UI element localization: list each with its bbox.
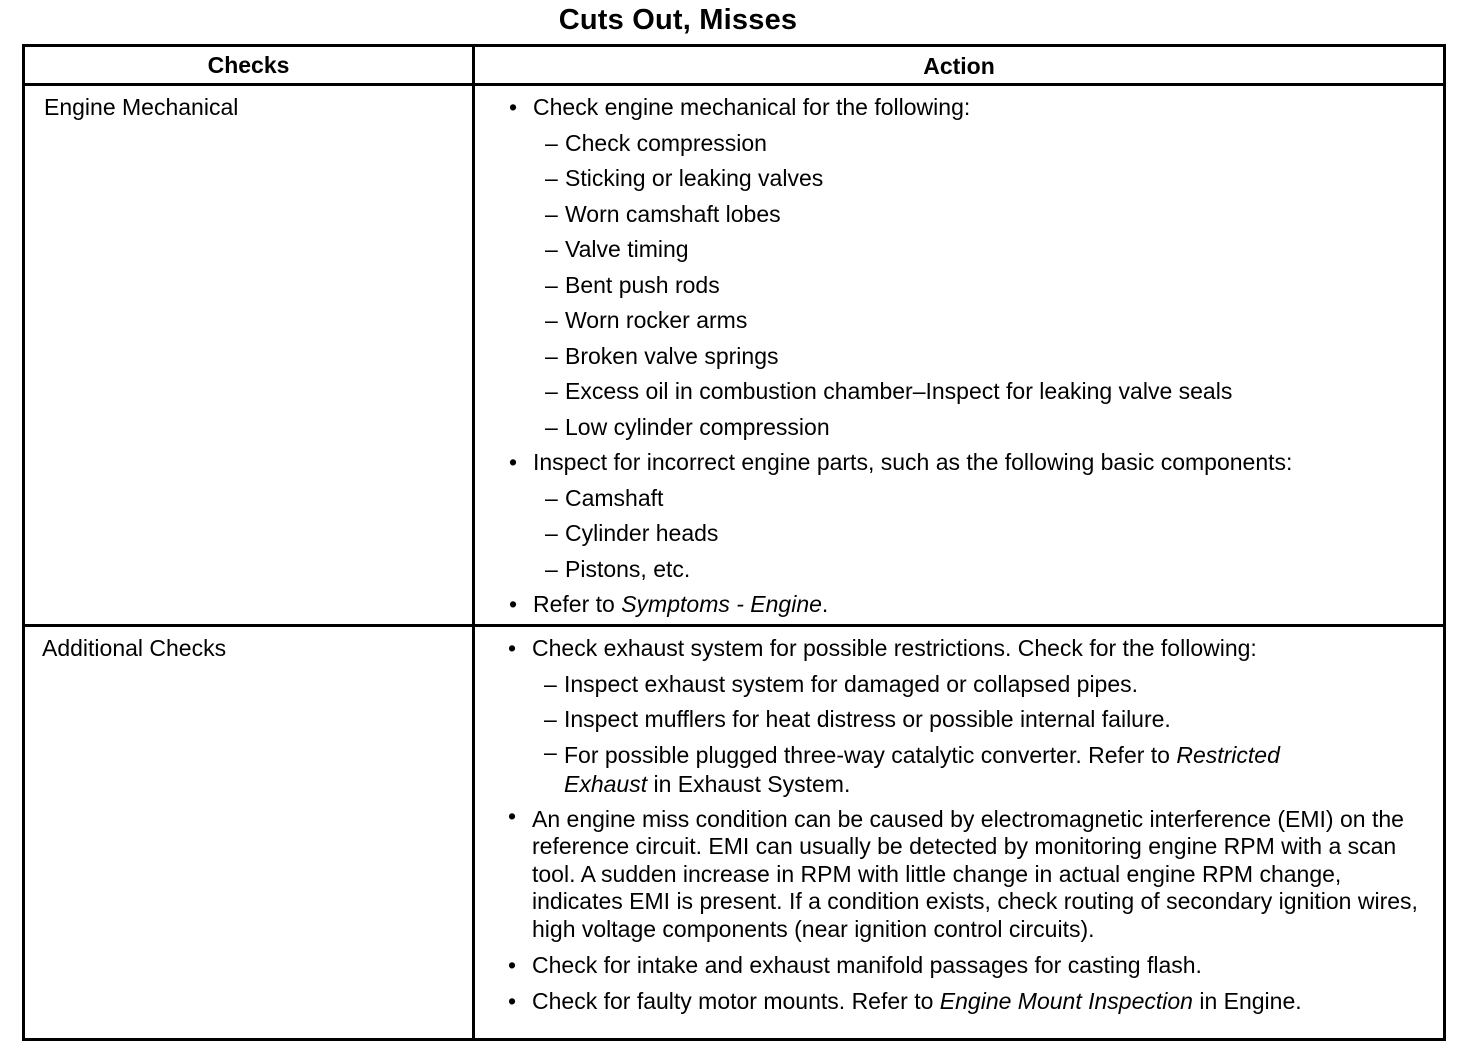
bullet-text: An engine miss condition can be caused by electromagnetic interference (EMI) on the reference circuit. EMI can usually be detected by monitoring engine RPM with a scan tool. A sudden increase in RPM with little change in actual engine RPM change, indicates EMI is present. If a condition exists, check routing of secondary ignition wires, high voltage components (near ignition control circuits).: [532, 805, 1418, 942]
dash-icon: –: [545, 307, 558, 333]
list-item: [509, 90, 1423, 126]
sub-item: [533, 410, 1423, 446]
action-engine-mechanical: [509, 90, 1423, 623]
check-label-engine-mechanical: Engine Mechanical: [44, 94, 239, 120]
bullet-text: Refer to: [533, 591, 622, 617]
sub-item-text: Cylinder heads: [565, 520, 719, 546]
sub-item-text: Worn rocker arms: [565, 307, 748, 333]
bullet-text: Check exhaust system for possible restrictions. Check for the following:: [532, 635, 1257, 661]
action-additional-checks: [508, 631, 1437, 1019]
list-item: [509, 445, 1423, 481]
bullet-icon: •: [508, 987, 517, 1014]
check-label-additional-checks: Additional Checks: [42, 635, 227, 661]
dash-icon: –: [544, 670, 557, 697]
bullet-text-suffix: in Engine.: [1192, 987, 1302, 1014]
sub-item-text: Sticking or leaking valves: [565, 165, 824, 191]
bullet-text: Check engine mechanical for the following:: [533, 94, 971, 120]
dash-icon: –: [545, 200, 558, 227]
sub-item-text: Low cylinder compression: [565, 413, 830, 440]
bullet-text: Check for intake and exhaust manifold passages for casting flash.: [532, 952, 1202, 978]
sub-item: [533, 161, 1423, 197]
dash-icon: –: [545, 342, 558, 369]
bullet-icon: •: [509, 591, 518, 617]
dash-icon: –: [545, 271, 558, 298]
sub-item: [533, 126, 1423, 162]
bullet-text: Check for faulty motor mounts. Refer to: [532, 987, 940, 1014]
sub-item: [533, 303, 1423, 339]
dash-icon: –: [544, 706, 557, 732]
sub-item: [532, 702, 1437, 738]
sub-item-text: Inspect mufflers for heat distress or possible internal failure.: [564, 706, 1171, 732]
dash-icon: –: [545, 129, 558, 156]
dash-icon: –: [545, 413, 558, 440]
column-divider: [472, 47, 475, 1038]
reference-symptoms-engine: Symptoms - Engine: [621, 591, 822, 617]
column-header-action: Action: [923, 53, 995, 79]
list-item: [508, 948, 1437, 984]
sub-item-text: Pistons, etc.: [565, 555, 691, 582]
list-item: [508, 984, 1437, 1020]
sub-item-text: Worn camshaft lobes: [565, 200, 781, 227]
dash-icon: –: [545, 520, 558, 546]
page-title: Cuts Out, Misses: [558, 4, 798, 36]
sub-item: [533, 197, 1423, 233]
sub-item-text: Broken valve springs: [565, 342, 779, 369]
reference-restricted-exhaust: Restricted Exhaust: [564, 741, 1280, 797]
dash-icon: –: [545, 236, 558, 262]
sub-item-text: For possible plugged three-way catalytic converter. Refer to: [564, 741, 1177, 768]
bullet-icon: •: [509, 449, 518, 475]
bullet-icon: •: [508, 952, 517, 978]
sub-item: [533, 481, 1423, 517]
bullet-icon: •: [508, 635, 517, 661]
sub-item-text-suffix: in Exhaust System.: [647, 770, 851, 797]
dash-icon: –: [545, 555, 558, 582]
dash-icon: –: [545, 378, 558, 404]
sub-item-text: Check compression: [565, 129, 767, 156]
sub-item-text: Camshaft: [565, 484, 664, 511]
row-divider: [25, 624, 1443, 627]
sub-item-text: Bent push rods: [565, 271, 720, 298]
sub-item: [533, 516, 1423, 552]
sub-item-text: Valve timing: [565, 236, 689, 262]
dash-icon: –: [545, 165, 558, 191]
dash-icon: –: [545, 484, 558, 511]
list-item: [508, 802, 1437, 949]
dash-icon: –: [544, 738, 557, 765]
sub-item: [533, 374, 1423, 410]
column-header-checks: Checks: [207, 52, 290, 78]
bullet-icon: •: [509, 94, 518, 120]
sub-item: [533, 268, 1423, 304]
sub-item: [533, 552, 1423, 588]
sub-item-text: Excess oil in combustion chamber–Inspect for leaking valve seals: [565, 378, 1233, 404]
list-item: [508, 631, 1437, 667]
bullet-icon: •: [508, 802, 517, 829]
bullet-text-suffix: .: [821, 591, 829, 617]
sub-item: [533, 232, 1423, 268]
sub-item-text: Inspect exhaust system for damaged or collapsed pipes.: [564, 670, 1139, 697]
checks-table: [22, 44, 1446, 1041]
sub-item: [533, 339, 1423, 375]
list-item: [509, 587, 1423, 623]
reference-engine-mount-inspection: Engine Mount Inspection: [939, 987, 1193, 1014]
sub-item: [532, 738, 1364, 799]
bullet-text: Inspect for incorrect engine parts, such as the following basic components:: [533, 449, 1293, 475]
sub-item: [532, 667, 1437, 703]
